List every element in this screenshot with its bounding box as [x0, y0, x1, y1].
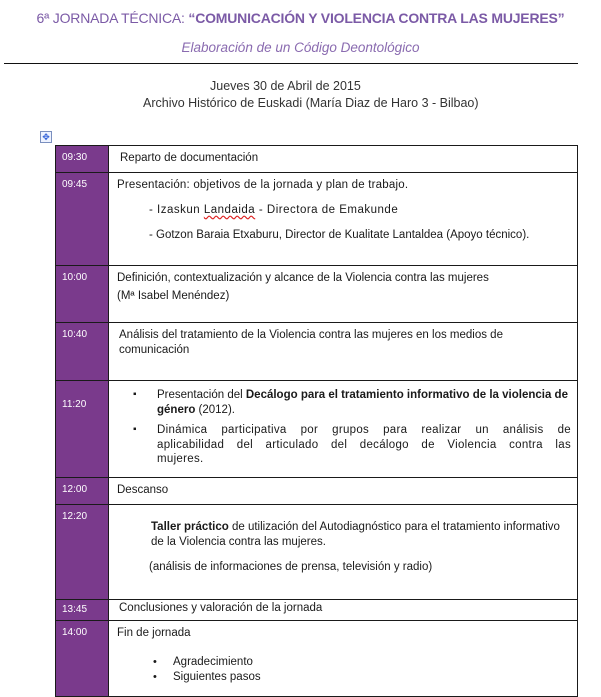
agenda-row — [56, 620, 578, 696]
agenda-row — [56, 381, 578, 478]
description-cell — [109, 173, 578, 266]
event-title — [0, 10, 601, 26]
list-item — [117, 655, 571, 670]
item-text: Presentación: objetivos de la jornada y plan de trabajo. — [117, 179, 409, 191]
event-subtitle: Elaboración de un Código Deontológico — [181, 40, 420, 55]
item-text: Análisis del tratamiento de la Violencia contra las mujeres en los medios de comunicación — [119, 329, 503, 356]
description-cell — [109, 323, 578, 381]
list-item-text: Siguientes pasos — [173, 670, 261, 683]
item-bold-text: Taller práctico — [151, 520, 229, 533]
bullet-icon: • — [153, 670, 157, 683]
item-text: Descanso — [117, 483, 169, 496]
time-cell: 14:00 — [56, 620, 109, 696]
description-cell — [109, 599, 578, 620]
speaker-line: - Gotzon Baraia Etxaburu, Director de Kualitate Lantaldea (Apoyo técnico). — [149, 229, 530, 241]
time-cell: 11:20 — [56, 381, 109, 478]
agenda-row — [56, 146, 578, 173]
item-text: Definición, contextualización y alcance de la Violencia contra las mujeres — [117, 272, 489, 284]
description-cell — [109, 146, 578, 173]
item-text: Fin de jornada — [117, 626, 191, 639]
bullet-text: Dinámica participativa por grupos para realizar un análisis de aplicabilidad del articulado del decálogo de Violencia contra las mujeres. — [157, 424, 571, 465]
item-note: (análisis de informaciones de prensa, televisión y radio) — [149, 560, 433, 573]
time-cell: 12:00 — [56, 477, 109, 504]
time-cell: 12:20 — [56, 504, 109, 599]
agenda-table — [55, 145, 578, 697]
agenda-row — [56, 504, 578, 599]
agenda-row — [56, 323, 578, 381]
item-text — [117, 520, 571, 550]
description-cell — [109, 477, 578, 504]
title-prefix: 6ª JORNADA TÉCNICA: — [36, 10, 189, 26]
title-main: “COMUNICACIÓN Y VIOLENCIA CONTRA LAS MUJERES” — [188, 10, 565, 26]
description-cell — [109, 504, 578, 599]
speaker-line — [117, 203, 571, 218]
bullet-text: Presentación del — [157, 389, 246, 401]
time-cell: 13:45 — [56, 599, 109, 620]
speaker-prefix: - Izaskun — [149, 204, 204, 216]
agenda-row — [56, 599, 578, 620]
speaker-role: - Directora de Emakunde — [255, 204, 399, 216]
list-item — [117, 670, 571, 685]
description-cell — [109, 266, 578, 323]
list-item-text: Agradecimiento — [173, 655, 253, 668]
bullet-text: (2012). — [195, 403, 235, 416]
time-cell: 10:00 — [56, 266, 109, 323]
bullet-item — [117, 423, 571, 467]
agenda-row — [56, 173, 578, 266]
time-cell: 09:45 — [56, 173, 109, 266]
table-move-handle-icon[interactable]: ✥ — [40, 131, 52, 143]
agenda-row — [56, 477, 578, 504]
bullet-item — [117, 388, 571, 417]
header-divider — [4, 63, 578, 64]
item-text-rest: de utilización del Autodiagnóstico para el tratamiento informativo de la Violencia contra las mujeres. — [151, 520, 560, 548]
speaker-name: Landaida — [203, 204, 256, 216]
event-place: Archivo Histórico de Euskadi (María Diaz de Haro 3 - Bilbao) — [143, 96, 479, 110]
bullet-bold-text: Decálogo para el tratamiento informativo de la violencia de género — [157, 389, 568, 416]
description-cell — [109, 620, 578, 696]
time-cell: 09:30 — [56, 146, 109, 173]
item-text: Reparto de documentación — [120, 152, 259, 164]
event-date: Jueves 30 de Abril de 2015 — [210, 79, 361, 93]
bullet-icon: ▪ — [133, 424, 137, 435]
description-cell — [109, 381, 578, 478]
bullet-icon: • — [153, 655, 157, 668]
time-cell: 10:40 — [56, 323, 109, 381]
speaker-line: (Mª Isabel Menéndez) — [117, 290, 230, 302]
bullet-icon: ▪ — [133, 389, 137, 400]
agenda-row — [56, 266, 578, 323]
item-text: Conclusiones y valoración de la jornada — [119, 601, 323, 614]
